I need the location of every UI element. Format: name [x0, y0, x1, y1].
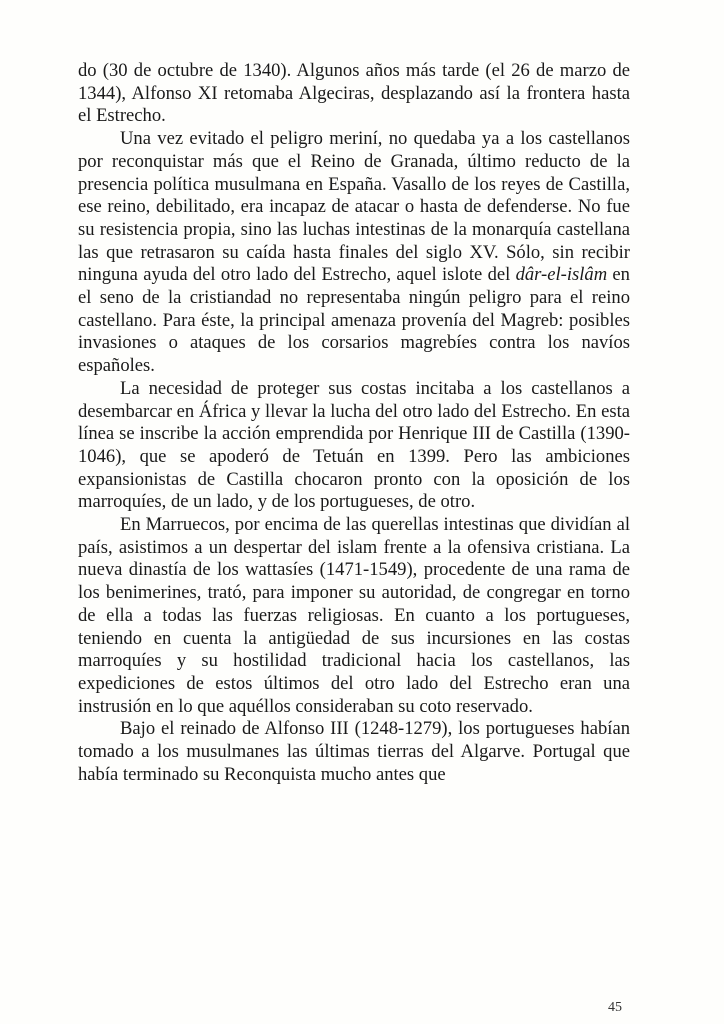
paragraph-2-italic-term: dâr-el-islâm [515, 264, 608, 286]
body-text [78, 60, 630, 787]
paragraph-1-text: do (30 de octubre de 1340). Algunos años más tarde (el 26 de marzo de 1344), Alfonso XI retomaba Algeciras, desplazando así la frontera hasta el Estrecho. [78, 60, 630, 127]
paragraph-5-text: Bajo el reinado de Alfonso III (1248-1279), los portugueses habían tomado a los musulmanes las últimas tierras del Algarve. Portugal que había terminado su Reconquista mucho antes que [78, 718, 630, 785]
paragraph-2 [78, 128, 630, 378]
paragraph-2-text-b: en el seno de la cristiandad no representaba ningún peligro para el reino castellano. Para éste, la principal amenaza provenía del Magreb: posibles invasiones o ataques de los corsarios magrebíes contra los navíos españoles. [78, 264, 630, 377]
paragraph-3-text: La necesidad de proteger sus costas incitaba a los castellanos a desembarcar en África y llevar la lucha del otro lado del Estrecho. En esta línea se inscribe la acción emprendida por Henrique III de Castilla (1390-1046), que se apoderó de Tetuán en 1399. Pero las ambiciones expansionistas de Castilla chocaron pronto con la oposición de los marroquíes, de un lado, y de los portugueses, de otro. [78, 377, 630, 513]
page-number: 45 [608, 1000, 622, 1015]
paragraph-2-text-a: Una vez evitado el peligro meriní, no quedaba ya a los castellanos por reconquistar más que el Reino de Granada, último reducto de la presencia política musulmana en España. Vasallo de los reyes de Castilla, ese reino, debilitado, era incapaz de atacar o hasta de defenderse. No fue su resistencia propia, sino las luchas intestinas de la monarquía castellana las que retrasaron su caída hasta finales del siglo XV. Sólo, sin recibir ninguna ayuda del otro lado del Estrecho, aquel islote del [78, 128, 630, 286]
paragraph-3 [78, 378, 630, 514]
paragraph-1 [78, 60, 630, 128]
paragraph-4-text: En Marruecos, por encima de las querellas intestinas que dividían al país, asistimos a un despertar del islam frente a la ofensiva cristiana. La nueva dinastía de los wattasíes (1471-1549), procedente de una rama de los benimerines, trató, para imponer su autoridad, de congregar en torno de ella a todas las fuerzas religiosas. En cuanto a los portugueses, teniendo en cuenta la antigüedad de sus incursiones en las costas marroquíes y su hostilidad tradicional hacia los castellanos, las expediciones de estos últimos del otro lado del Estrecho eran una instrusión en lo que aquéllos consideraban su coto reservado. [78, 514, 630, 717]
paragraph-5 [78, 718, 630, 786]
paragraph-4 [78, 514, 630, 718]
